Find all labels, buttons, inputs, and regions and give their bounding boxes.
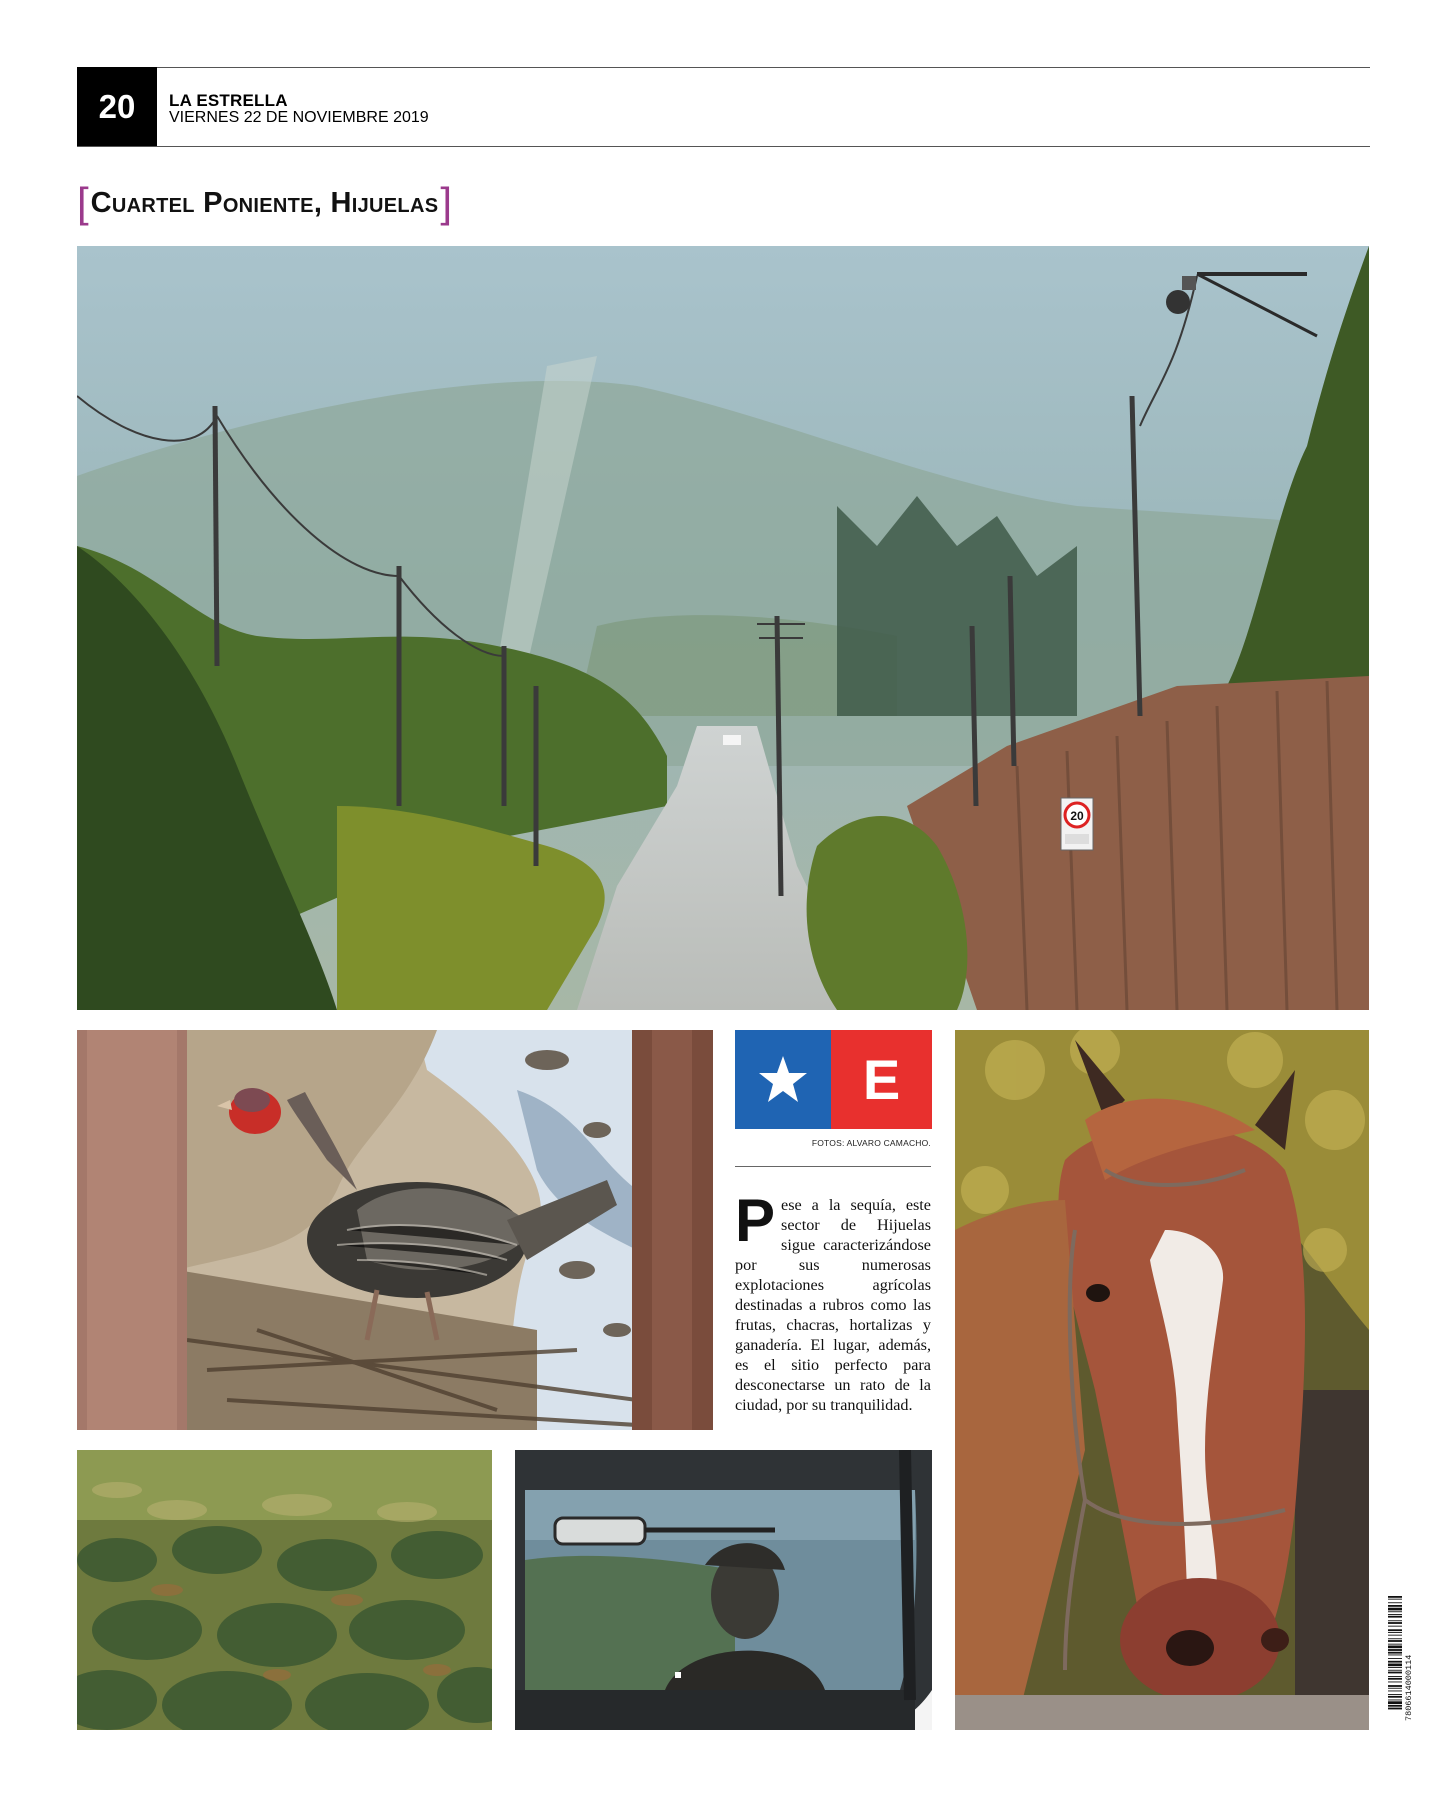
section-close-bracket: ] [440,179,453,226]
article-body [735,1187,931,1415]
page-number: 20 [77,67,157,146]
section-open-bracket: [ [77,179,89,226]
horse-photo-icon [955,1030,1369,1730]
credit-rule [735,1166,931,1167]
vehicle-photo [515,1450,932,1730]
publication-name: LA ESTRELLA [169,91,288,110]
turkey-photo-icon [77,1030,713,1430]
barcode [1388,1596,1414,1721]
dropcap: P [735,1187,776,1254]
horse-photo [955,1030,1369,1730]
logo-letter: E [831,1030,932,1129]
road-photo [77,246,1369,1010]
crops-photo [77,1450,492,1730]
section-title: Cuartel Poniente, Hijuelas [90,186,439,219]
country-road-photo-icon [77,246,1369,1010]
barcode-icon [1388,1596,1414,1721]
turkey-photo [77,1030,713,1430]
publication-date: VIERNES 22 DE NOVIEMBRE 2019 [169,109,429,126]
section-heading [77,179,453,226]
header-top-rule [77,67,1370,68]
star-icon [735,1030,831,1129]
svg-text:7806614000114: 7806614000114 [1404,1654,1414,1721]
crop-field-photo-icon [77,1450,492,1730]
header-bottom-rule [77,146,1370,147]
vehicle-window-photo-icon [515,1450,932,1730]
photo-credit: FOTOS: ALVARO CAMACHO. [811,1138,931,1148]
speed-limit-sign [1061,798,1093,850]
article-text: ese a la sequía, este sector de Hijuelas sigue caracterizándose por sus numerosas explotaciones agrícolas destinadas a rubros como las frutas, chacras, hortalizas y ganadería. El lugar, además, es el sitio perfecto para desconectarse un rato de la ciudad, por su tranquilidad. [735,1196,931,1414]
svg-text:20: 20 [1070,809,1084,823]
la-estrella-logo [735,1030,932,1129]
